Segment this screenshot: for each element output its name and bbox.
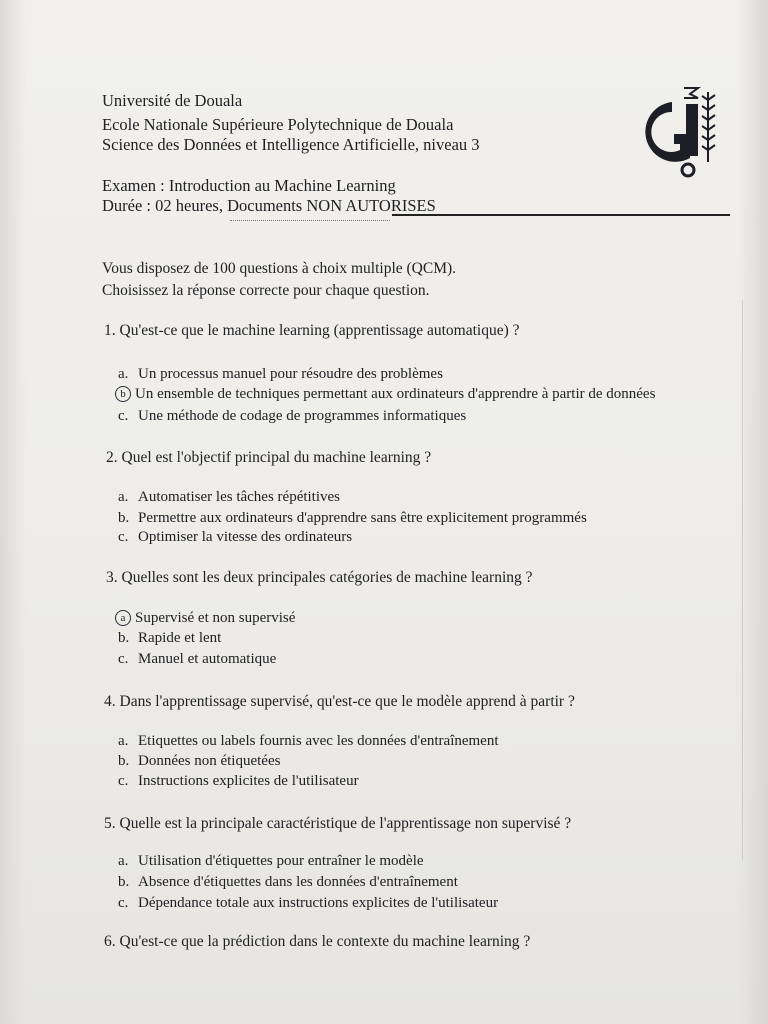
option-2a: a. Automatiser les tâches répétitives — [118, 489, 341, 505]
intro-line-2: Choisissez la réponse correcte pour chaque question. — [102, 282, 430, 299]
option-2c: c. Optimiser la vitesse des ordinateurs — [118, 529, 353, 545]
option-5a: a. Utilisation d'étiquettes pour entraîner le modèle — [118, 853, 424, 869]
question-2: 2. Quel est l'objectif principal du machine learning ? — [106, 449, 432, 466]
question-1: 1. Qu'est-ce que le machine learning (apprentissage automatique) ? — [104, 322, 520, 339]
option-1a: a. Un processus manuel pour résoudre des problèmes — [118, 366, 443, 382]
circled-answer-mark: b — [115, 386, 131, 402]
exam-duration: Durée : 02 heures, Documents NON AUTORISES — [102, 196, 436, 215]
option-2b: b. Permettre aux ordinateurs d'apprendre sans être explicitement programmés — [118, 510, 587, 526]
intro-line-1: Vous disposez de 100 questions à choix multiple (QCM). — [102, 260, 457, 277]
option-1c: c. Une méthode de codage de programmes informatiques — [118, 408, 467, 424]
question-3: 3. Quelles sont les deux principales catégories de machine learning ? — [106, 569, 533, 586]
question-6: 6. Qu'est-ce que la prédiction dans le contexte du machine learning ? — [104, 933, 531, 950]
circled-answer-mark: a — [115, 610, 131, 626]
header-underline-dotted — [230, 220, 390, 221]
option-3a: a Supervisé et non supervisé — [115, 608, 295, 628]
question-5: 5. Quelle est la principale caractéristique de l'apprentissage non supervisé ? — [104, 815, 572, 832]
option-3c: c. Manuel et automatique — [118, 651, 277, 667]
option-5c: c. Dépendance totale aux instructions explicites de l'utilisateur — [118, 895, 499, 911]
university-name: Université de Douala — [102, 91, 243, 110]
question-4: 4. Dans l'apprentissage supervisé, qu'est-ce que le modèle apprend à partir ? — [104, 693, 575, 710]
option-1b: b Un ensemble de techniques permettant aux ordinateurs d'apprendre à partir de données — [115, 384, 655, 404]
school-logo — [628, 84, 726, 184]
option-4c: c. Instructions explicites de l'utilisateur — [118, 773, 359, 789]
option-4a: a. Etiquettes ou labels fournis avec les données d'entraînement — [118, 733, 499, 749]
program-name: Science des Données et Intelligence Artificielle, niveau 3 — [102, 135, 480, 154]
school-name: Ecole Nationale Supérieure Polytechnique de Douala — [102, 115, 454, 134]
header-divider — [392, 214, 730, 216]
option-3b: b. Rapide et lent — [118, 630, 222, 646]
paper-crease — [742, 300, 743, 860]
option-4b: b. Données non étiquetées — [118, 753, 281, 769]
option-5b: b. Absence d'étiquettes dans les données d'entraînement — [118, 874, 458, 890]
exam-title: Examen : Introduction au Machine Learning — [102, 176, 396, 195]
